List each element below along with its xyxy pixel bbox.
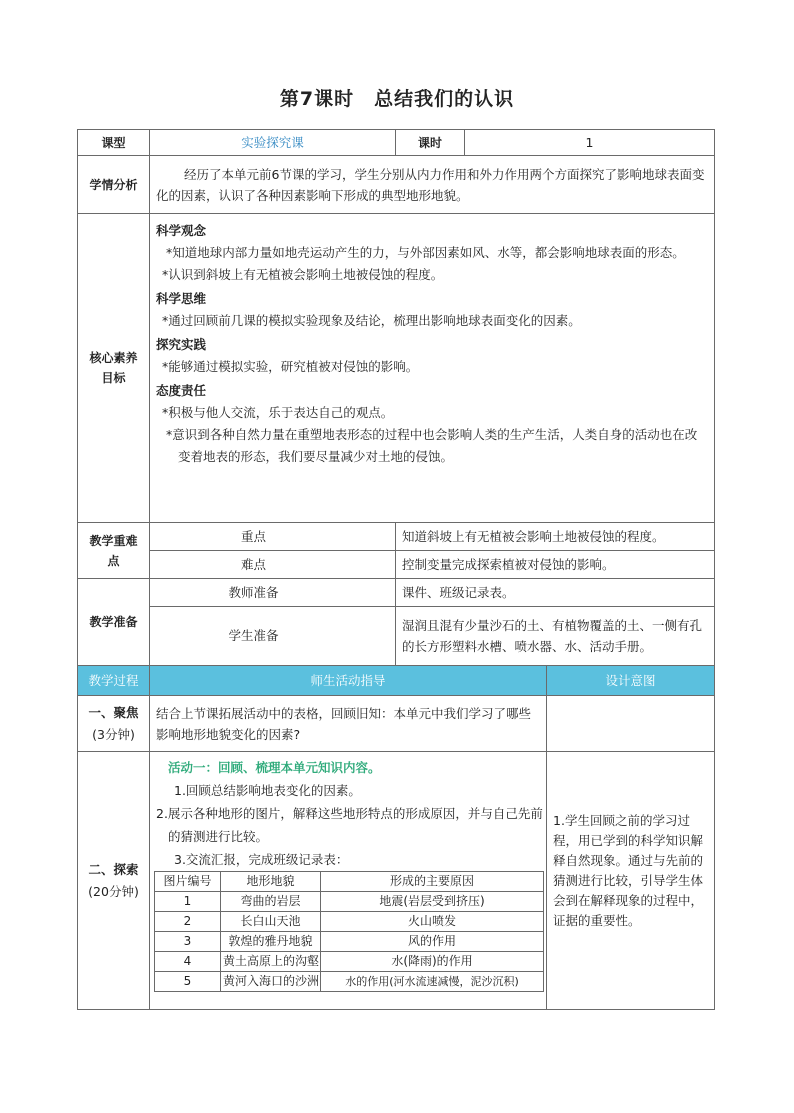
record-cell: 1 — [155, 892, 221, 912]
goal-item: *能够通过模拟实验，研究植被对侵蚀的影响。 — [162, 359, 419, 374]
explore-stage — [78, 752, 150, 1010]
goal-item: *知道地球内部力量如地壳运动产生的力，与外部因素如风、水等，都会影响地球表面的形态。 — [166, 245, 685, 260]
row-core-goals — [78, 214, 715, 523]
explore-intent: 1.学生回顾之前的学习过程，用已学到的科学知识解释自然现象。通过与先前的猜测进行比较，引导学生体会到在解释现象的过程中，证据的重要性。 — [547, 752, 715, 1010]
record-cell: 水的作用(河水流速减慢，泥沙沉积) — [321, 972, 544, 992]
section-heading: 态度责任 — [156, 383, 207, 398]
record-table-header — [155, 872, 544, 892]
lesson-type-label: 课型 — [78, 130, 150, 156]
focus-intent — [547, 696, 715, 752]
analysis-label: 学情分析 — [78, 156, 150, 214]
activity-title: 活动一：回顾、梳理本单元知识内容。 — [168, 760, 381, 775]
student-prep-name: 学生准备 — [150, 607, 396, 666]
focus-time: (3分钟) — [92, 726, 135, 742]
goal-item: *认识到斜坡上有无植被会影响土地被侵蚀的程度。 — [162, 267, 444, 282]
record-cell: 5 — [155, 972, 221, 992]
row-lesson-type — [78, 130, 715, 156]
record-cell: 3 — [155, 932, 221, 952]
row-student-prep — [78, 607, 715, 666]
lesson-plan-table — [77, 129, 715, 1010]
table-row — [155, 952, 544, 972]
table-row — [155, 912, 544, 932]
record-cell: 黄土高原上的沟壑 — [221, 952, 321, 972]
section-heading: 科学观念 — [156, 223, 207, 238]
lesson-hours-value: 1 — [465, 130, 715, 156]
row-focus — [78, 696, 715, 752]
record-header-cell: 形成的主要原因 — [321, 872, 544, 892]
core-goals-content — [150, 214, 715, 523]
student-prep-text: 湿润且混有少量沙石的土、有植物覆盖的土、一侧有孔的长方形塑料水槽、喷水器、水、活动手册。 — [396, 607, 715, 666]
record-cell: 敦煌的雅丹地貌 — [221, 932, 321, 952]
lesson-type-value: 实验探究课 — [150, 130, 396, 156]
record-cell: 黄河入海口的沙洲 — [221, 972, 321, 992]
process-header-row — [78, 666, 715, 696]
key-point-name: 重点 — [150, 523, 396, 551]
table-row — [155, 972, 544, 992]
table-row — [155, 892, 544, 912]
record-cell: 地震(岩层受到挤压) — [321, 892, 544, 912]
row-key-point — [78, 523, 715, 551]
lesson-hours-label: 课时 — [396, 130, 465, 156]
prep-label: 教学准备 — [78, 579, 150, 666]
focus-stage — [78, 696, 150, 752]
record-cell: 弯曲的岩层 — [221, 892, 321, 912]
core-goals-label-line1: 核心素养 — [89, 351, 138, 365]
record-header-cell: 地形地貌 — [221, 872, 321, 892]
record-header-cell: 图片编号 — [155, 872, 221, 892]
key-points-label: 教学重难点 — [78, 523, 150, 579]
record-cell: 风的作用 — [321, 932, 544, 952]
record-cell: 长白山天池 — [221, 912, 321, 932]
goal-item: *通过回顾前几课的模拟实验现象及结论，梳理出影响地球表面变化的因素。 — [162, 313, 581, 328]
teacher-prep-text: 课件、班级记录表。 — [396, 579, 715, 607]
core-goals-label — [78, 214, 150, 523]
table-row — [155, 932, 544, 952]
key-point-text: 知道斜坡上有无植被会影响土地被侵蚀的程度。 — [396, 523, 715, 551]
row-teacher-prep — [78, 579, 715, 607]
record-cell: 水(降雨)的作用 — [321, 952, 544, 972]
row-difficult-point — [78, 551, 715, 579]
core-goals-label-line2: 目标 — [101, 371, 126, 385]
teacher-prep-name: 教师准备 — [150, 579, 396, 607]
explore-label: 二、探索 — [88, 861, 139, 877]
row-explore — [78, 752, 715, 1010]
section-heading: 探究实践 — [156, 337, 207, 352]
record-cell: 火山喷发 — [321, 912, 544, 932]
explore-step: 3.交流汇报，完成班级记录表： — [174, 852, 349, 867]
difficult-point-name: 难点 — [150, 551, 396, 579]
explore-step: 1.回顾总结影响地表变化的因素。 — [174, 783, 361, 798]
section-heading: 科学思维 — [156, 291, 207, 306]
explore-step: 2.展示各种地形的图片，解释这些地形特点的形成原因，并与自己先前的猜测进行比较。 — [156, 806, 543, 844]
focus-label: 一、聚焦 — [88, 704, 139, 720]
process-header-activity: 师生活动指导 — [150, 666, 547, 696]
goal-item: *积极与他人交流，乐于表达自己的观点。 — [162, 405, 394, 420]
process-header-intent: 设计意图 — [547, 666, 715, 696]
row-analysis — [78, 156, 715, 214]
goal-item: *意识到各种自然力量在重塑地表形态的过程中也会影响人类的生产生活，人类自身的活动也在改变着地表的形态，我们要尽量减少对土地的侵蚀。 — [166, 427, 698, 464]
difficult-point-text: 控制变量完成探索植被对侵蚀的影响。 — [396, 551, 715, 579]
record-table — [154, 871, 544, 992]
record-cell: 4 — [155, 952, 221, 972]
process-header-stage: 教学过程 — [78, 666, 150, 696]
page-title: 第7课时 总结我们的认识 — [279, 88, 515, 110]
explore-time: (20分钟) — [88, 883, 139, 899]
explore-content — [150, 752, 547, 1010]
focus-text: 结合上节课拓展活动中的表格，回顾旧知：本单元中我们学习了哪些影响地形地貌变化的因素? — [150, 696, 547, 752]
analysis-text: 经历了本单元前6节课的学习，学生分别从内力作用和外力作用两个方面探究了影响地球表面变化的因素，认识了各种因素影响下形成的典型地形地貌。 — [150, 156, 715, 214]
record-cell: 2 — [155, 912, 221, 932]
